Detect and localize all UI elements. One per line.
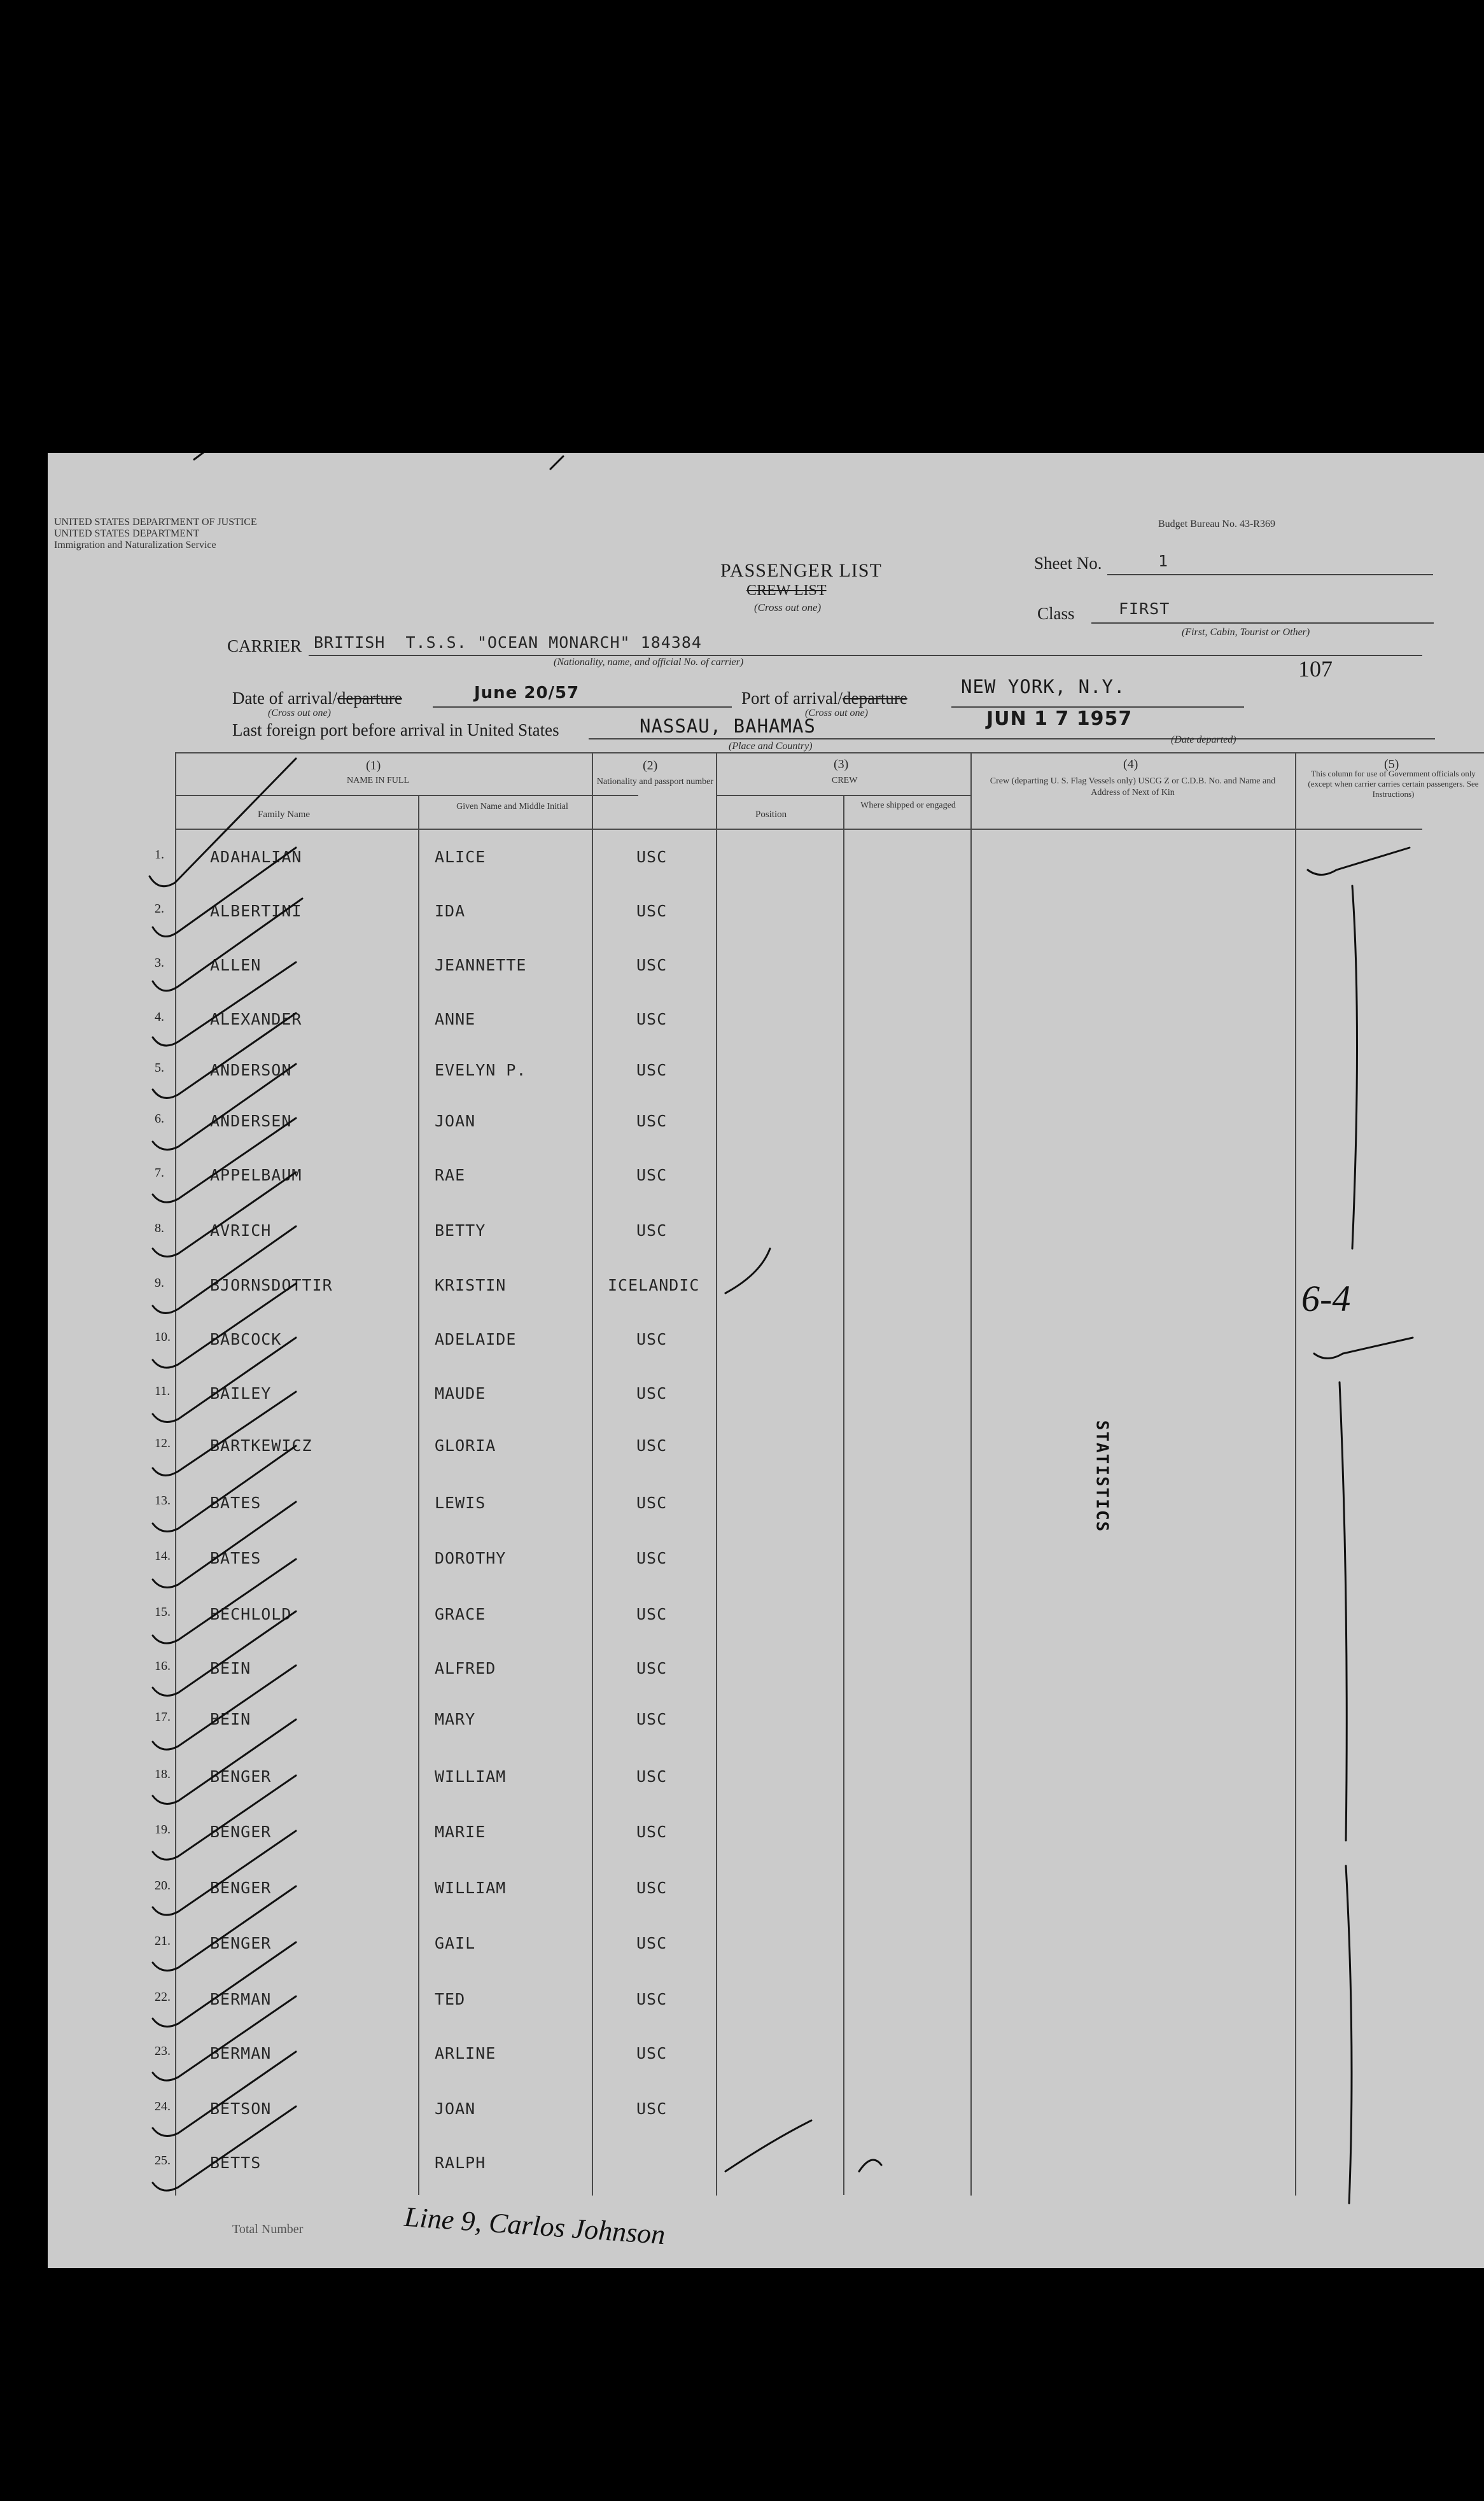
given-name: WILLIAM	[435, 1879, 507, 1897]
nationality: USC	[636, 1010, 668, 1028]
row-number: 18.	[155, 1767, 171, 1781]
family-name: BATES	[210, 1549, 262, 1567]
arrival-struck: departure	[337, 689, 402, 708]
given-name: GAIL	[435, 1934, 476, 1952]
nationality: USC	[636, 1166, 668, 1184]
family-name: BETTS	[210, 2154, 262, 2172]
family-name: BABCOCK	[210, 1330, 282, 1349]
nationality: USC	[636, 1710, 668, 1728]
departed-stamp: JUN 1 7 1957	[986, 708, 1133, 730]
nationality: USC	[636, 1112, 668, 1130]
col4-title: Crew (departing U. S. Flag Vessels only) USCG Z or C.D.B. No. and Name and Address of Next of Kin	[990, 776, 1276, 797]
row-number: 25.	[155, 2154, 171, 2168]
arrival-note: (Cross out one)	[268, 708, 331, 718]
given-name: WILLIAM	[435, 1767, 507, 1786]
col1-given-header: Given Name and Middle Initial	[456, 802, 568, 811]
row-number: 20.	[155, 1879, 171, 1893]
family-name: BETSON	[210, 2099, 272, 2118]
arrival-date: June 20/57	[474, 683, 580, 703]
agency-line: UNITED STATES DEPARTMENT OF JUSTICE	[54, 517, 257, 528]
col3-where-header: Where shipped or engaged	[860, 801, 956, 810]
row-number: 14.	[155, 1549, 171, 1563]
family-name: BENGER	[210, 1879, 272, 1897]
carrier-value: BRITISH T.S.S. "OCEAN MONARCH" 184384	[314, 633, 702, 652]
given-name: JOAN	[435, 1112, 476, 1130]
family-name: BARTKEWICZ	[210, 1436, 312, 1455]
family-name: BATES	[210, 1494, 262, 1512]
departed-note: (Date departed)	[1171, 734, 1236, 745]
row-number: 4.	[155, 1010, 164, 1024]
nationality: USC	[636, 1934, 668, 1952]
row-number: 15.	[155, 1605, 171, 1619]
sheet-label: Sheet No.	[1034, 554, 1102, 573]
family-name: BJORNSDOTTIR	[210, 1276, 333, 1294]
class-note: (First, Cabin, Tourist or Other)	[1182, 627, 1310, 638]
given-name: IDA	[435, 902, 466, 920]
row-number: 22.	[155, 1990, 171, 2004]
nationality: USC	[636, 1221, 668, 1240]
col5-number: (5)	[1384, 757, 1399, 771]
last-port-label: Last foreign port before arrival in United States	[232, 720, 559, 739]
row-number: 6.	[155, 1112, 164, 1126]
nationality: USC	[636, 1659, 668, 1678]
nationality: USC	[636, 956, 668, 974]
given-name: BETTY	[435, 1221, 486, 1240]
col5-title: This column for use of Government officials only (except when carrier carries certain passengers. See Instructions)	[1308, 769, 1479, 799]
family-name: ANDERSON	[210, 1061, 292, 1079]
row-number: 13.	[155, 1494, 171, 1508]
statistics-stamp: STATISTICS	[1092, 1420, 1112, 1533]
carrier-note: (Nationality, name, and official No. of carrier)	[554, 657, 744, 668]
row-number: 10.	[155, 1330, 171, 1344]
given-name: TED	[435, 1990, 466, 2008]
class-label: Class	[1037, 604, 1075, 623]
family-name: AVRICH	[210, 1221, 272, 1240]
given-name: MARY	[435, 1710, 476, 1728]
nationality: USC	[636, 1436, 668, 1455]
agency-line: Immigration and Naturalization Service	[54, 540, 216, 550]
family-name: BEIN	[210, 1710, 251, 1728]
given-name: MAUDE	[435, 1384, 486, 1403]
col2-number: (2)	[643, 759, 658, 773]
col1-title: NAME IN FULL	[347, 776, 409, 785]
family-name: BECHLOLD	[210, 1605, 292, 1623]
nationality: USC	[636, 1767, 668, 1786]
col3-title: CREW	[832, 776, 858, 785]
row-number: 9.	[155, 1276, 164, 1290]
given-name: GRACE	[435, 1605, 486, 1623]
given-name: GLORIA	[435, 1436, 496, 1455]
family-name: BENGER	[210, 1823, 272, 1841]
sheet-number: 1	[1158, 552, 1169, 570]
col1-family-header: Family Name	[258, 809, 311, 820]
nationality: USC	[636, 1061, 668, 1079]
nationality: USC	[636, 2099, 668, 2118]
handwritten-tally: 6-4	[1301, 1278, 1351, 1319]
nationality: USC	[636, 902, 668, 920]
family-name: ALLEN	[210, 956, 262, 974]
row-number: 11.	[155, 1384, 171, 1398]
row-number: 21.	[155, 1934, 171, 1948]
given-name: ALICE	[435, 848, 486, 866]
form-title-struck: CREW LIST	[746, 582, 827, 599]
nationality: USC	[636, 1879, 668, 1897]
col3-position-header: Position	[755, 809, 787, 820]
family-name: ALEXANDER	[210, 1010, 302, 1028]
handwritten-checkmarks	[48, 453, 1484, 2268]
family-name: BERMAN	[210, 2044, 272, 2063]
nationality: USC	[636, 2044, 668, 2063]
family-name: ALBERTINI	[210, 902, 302, 920]
family-name: BENGER	[210, 1767, 272, 1786]
row-number: 5.	[155, 1061, 164, 1075]
port-note: (Cross out one)	[805, 708, 868, 718]
nationality: USC	[636, 1494, 668, 1512]
family-name: BERMAN	[210, 1990, 272, 2008]
last-port-note: (Place and Country)	[729, 741, 813, 752]
agency-line: UNITED STATES DEPARTMENT	[54, 528, 200, 539]
form-title: PASSENGER LIST	[720, 560, 882, 581]
nationality: USC	[636, 1384, 668, 1403]
col3-number: (3)	[834, 757, 849, 771]
nationality: USC	[636, 1330, 668, 1349]
manifest-sheet	[48, 453, 1484, 2268]
given-name: ADELAIDE	[435, 1330, 517, 1349]
given-name: ALFRED	[435, 1659, 496, 1678]
row-number: 7.	[155, 1166, 164, 1180]
port-struck: departure	[842, 689, 907, 708]
row-number: 17.	[155, 1710, 171, 1724]
row-number: 2.	[155, 902, 164, 916]
nationality: USC	[636, 1549, 668, 1567]
col2-title: Nationality and passport number	[596, 777, 714, 787]
handwritten-note: Line 9, Carlos Johnson	[403, 2201, 666, 2251]
nationality: USC	[636, 1823, 668, 1841]
given-name: ARLINE	[435, 2044, 496, 2063]
given-name: RAE	[435, 1166, 466, 1184]
carrier-label: CARRIER	[227, 636, 302, 655]
family-name: BEIN	[210, 1659, 251, 1678]
given-name: JOAN	[435, 2099, 476, 2118]
nationality: ICELANDIC	[608, 1276, 700, 1294]
nationality: USC	[636, 848, 668, 866]
family-name: BENGER	[210, 1934, 272, 1952]
nationality: USC	[636, 1990, 668, 2008]
row-number: 16.	[155, 1659, 171, 1673]
col4-number: (4)	[1123, 757, 1138, 771]
given-name: MARIE	[435, 1823, 486, 1841]
row-number: 24.	[155, 2099, 171, 2113]
row-number: 8.	[155, 1221, 164, 1235]
nationality: USC	[636, 1605, 668, 1623]
given-name: JEANNETTE	[435, 956, 527, 974]
given-name: RALPH	[435, 2154, 486, 2172]
last-port-value: NASSAU, BAHAMAS	[640, 715, 816, 737]
family-name: ANDERSEN	[210, 1112, 292, 1130]
budget-bureau: Budget Bureau No. 43-R369	[1158, 519, 1275, 529]
class-value: FIRST	[1119, 599, 1170, 618]
col1-number: (1)	[366, 759, 381, 773]
port-label-text: Port of arrival/	[741, 689, 843, 708]
given-name: ANNE	[435, 1010, 476, 1028]
port-value: NEW YORK, N.Y.	[961, 676, 1126, 697]
given-name: DOROTHY	[435, 1549, 507, 1567]
row-number: 12.	[155, 1436, 171, 1450]
total-number-label: Total Number	[232, 2222, 304, 2236]
given-name: EVELYN P.	[435, 1061, 527, 1079]
row-number: 19.	[155, 1823, 171, 1837]
family-name: BAILEY	[210, 1384, 272, 1403]
title-note: (Cross out one)	[754, 601, 822, 613]
row-number: 1.	[155, 848, 164, 862]
family-name: APPELBAUM	[210, 1166, 302, 1184]
given-name: KRISTIN	[435, 1276, 507, 1294]
family-name: ADAHALIAN	[210, 848, 302, 866]
row-number: 23.	[155, 2044, 171, 2058]
arrival-label-text: Date of arrival/	[232, 689, 337, 708]
page-number: 107	[1298, 656, 1333, 682]
given-name: LEWIS	[435, 1494, 486, 1512]
row-number: 3.	[155, 956, 164, 970]
